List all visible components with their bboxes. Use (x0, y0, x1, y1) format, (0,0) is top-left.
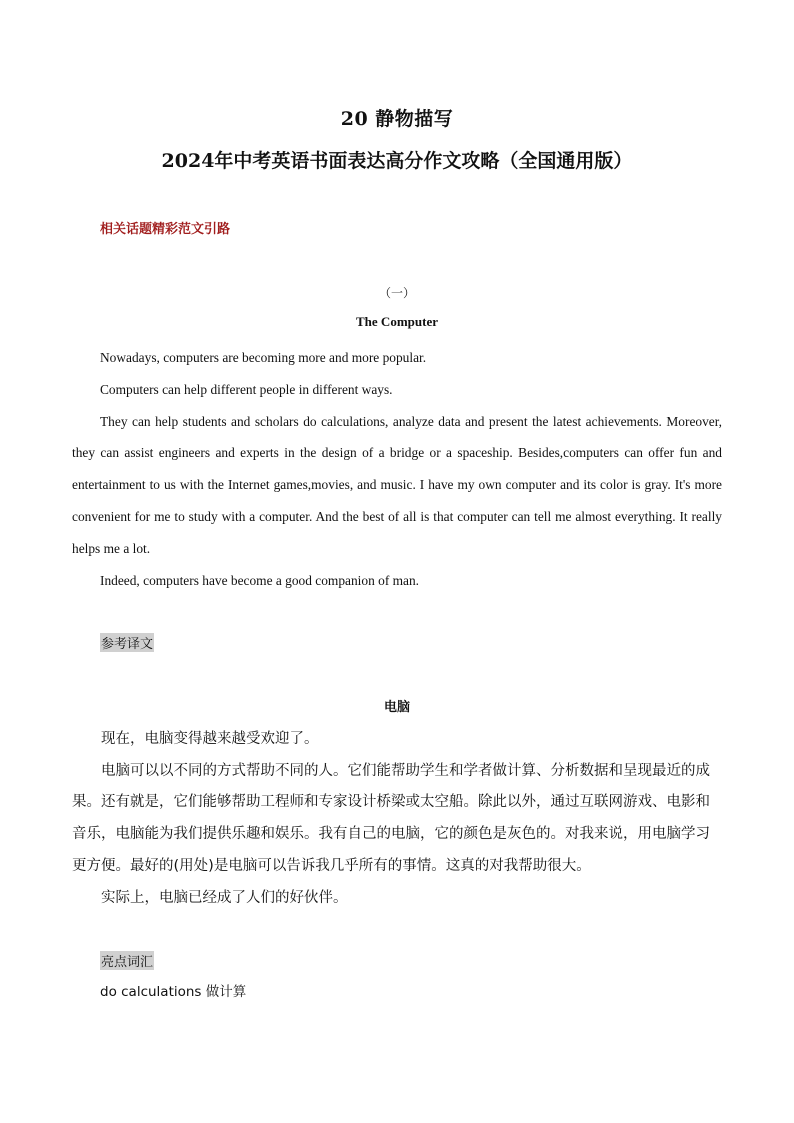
vocabulary-label: 亮点词汇 (100, 951, 154, 970)
essay-number: （一） (378, 286, 415, 300)
document-title-chapter: 20 静物描写 (340, 108, 454, 130)
essay-body (72, 342, 722, 596)
essay-paragraph: Computers can help different people in different ways. (100, 381, 393, 397)
section-heading-model-essays: 相关话题精彩范文引路 (100, 222, 231, 237)
translation-paragraph: 实际上，电脑已经成了人们的好伙伴。 (101, 889, 348, 906)
document-title-main: 2024年中考英语书面表达高分作文攻略（全国通用版） (161, 150, 633, 172)
translation-paragraph: 现在，电脑变得越来越受欢迎了。 (101, 731, 319, 747)
translation-title: 电脑 (383, 700, 410, 715)
essay-paragraph: Nowadays, computers are becoming more and more popular. (100, 350, 427, 365)
vocabulary-item: do calculations 做计算 (100, 984, 247, 1000)
translation-body (72, 724, 722, 914)
translation-paragraph: 电脑可以以不同的方式帮助不同的人。它们能帮助学生和学者做计算、分析数据和呈现最近的成果。还有就是，它们能够帮助工程师和专家设计桥梁或太空船。除此以外，通过互联网游戏、电影和音乐，电脑能为我们提供乐趣和娱乐。我有自己的电脑，它的颜色是灰色的。对我来说，用电脑学习更方便。最好的(用处)是电脑可以告诉我几乎所有的事情。这真的对我帮助很大。 (72, 762, 710, 874)
essay-paragraph: Indeed, computers have become a good companion of man. (100, 572, 420, 588)
essay-paragraph: They can help students and scholars do calculations, analyze data and present the latest achievements. Moreover, they can assist engineers and experts in the design of a bridge or a spaceship. Besides,computers can offer fun and entertainment to us with the Internet games,movies, and music. I have my own computer and its color is gray. It's more convenient for me to study with a computer. And the best of all is that computer can tell me almost everything. It really helps me a lot. (72, 413, 722, 556)
essay-title: The Computer (356, 314, 438, 329)
translation-label: 参考译文 (100, 633, 154, 652)
